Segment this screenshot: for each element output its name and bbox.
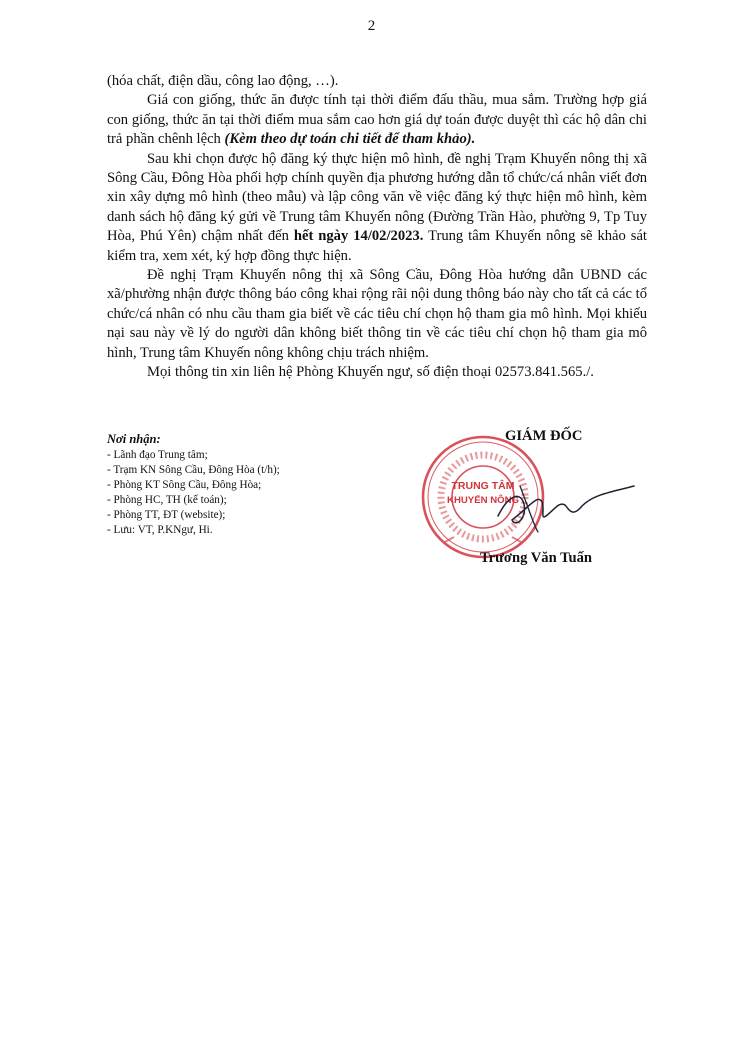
paragraph-2-text: Giá con giống, thức ăn được tính tại thời điểm đấu thầu, mua sắm. Trường hợp giá con giống, thức ăn tại thời điểm mua sắm cao hơn giá dự toán được duyệt thì các hộ dân chi trả phần chênh lệch	[107, 92, 647, 148]
contact-paragraph: Mọi thông tin xin liên hệ Phòng Khuyến ngư, số điện thoại 02573.841.565./.	[147, 364, 594, 381]
document-body	[107, 72, 647, 383]
paragraph-4: Đề nghị Trạm Khuyến nông thị xã Sông Cầu, Đông Hòa hướng dẫn UBND các xã/phường nhận được thông báo công khai rộng rãi nội dung thông báo này cho tất cả các tổ chức/cá nhân có nhu cầu tham gia biết về các tiêu chí chọn hộ tham gia mô hình. Mọi khiếu nại sau này về lý do người dân không biết thông tin về các tiêu chí chọn hộ tham gia mô hình, Trung tâm Khuyến nông không chịu trách nhiệm.	[107, 267, 647, 361]
paragraph-3-end: Trung tâm Khuyến nông sẽ khảo sát kiểm tra, xem xét, ký hợp đồng thực hiện.	[107, 228, 647, 264]
paragraph-2-emphasis: (Kèm theo dự toán chi tiết để tham khảo).	[224, 131, 476, 148]
paragraph-1: (hóa chất, điện dầu, công lao động, …).	[107, 73, 339, 89]
recipients-title: Nơi nhận:	[107, 432, 161, 446]
page-number: 2	[367, 18, 376, 34]
recipient-item: - Trạm KN Sông Cầu, Đông Hòa (t/h);	[107, 464, 280, 476]
recipients-block	[107, 432, 407, 538]
recipient-item: - Phòng HC, TH (kế toán);	[107, 494, 227, 506]
handwritten-signature-icon	[490, 476, 640, 536]
paragraph-3	[107, 150, 647, 266]
recipient-item: - Phòng TT, ĐT (website);	[107, 509, 226, 521]
deadline-date: hết ngày 14/02/2023.	[293, 228, 424, 245]
stamp-text-line-2: KHUYẾN NÔNG	[447, 495, 519, 506]
stamp-text-line-1: TRUNG TÂM	[451, 480, 515, 492]
signer-name: Trương Văn Tuấn	[480, 550, 593, 566]
recipient-item: - Lưu: VT, P.KNgư, Hi.	[107, 524, 213, 536]
recipient-item: - Lãnh đạo Trung tâm;	[107, 449, 208, 461]
paragraph-2	[107, 91, 647, 149]
signature-block	[420, 428, 660, 588]
signer-title: GIÁM ĐỐC	[505, 428, 583, 444]
recipient-item: - Phòng KT Sông Cầu, Đông Hòa;	[107, 479, 262, 491]
paragraph-3-text: Sau khi chọn được hộ đăng ký thực hiện mô hình, đề nghị Trạm Khuyến nông thị xã Sông Cầu, Đông Hòa phối hợp chính quyền địa phương hướng dẫn tổ chức/cá nhân viết đơn xin xây dựng mô hình (theo mẫu) và lập công văn về việc đăng ký thực hiện mô hình, kèm danh sách hộ đăng ký gửi về Trung tâm Khuyến nông (Đường Trần Hào, phường 9, Tp Tuy Hòa, Phú Yên) chậm nhất đến	[107, 150, 647, 245]
